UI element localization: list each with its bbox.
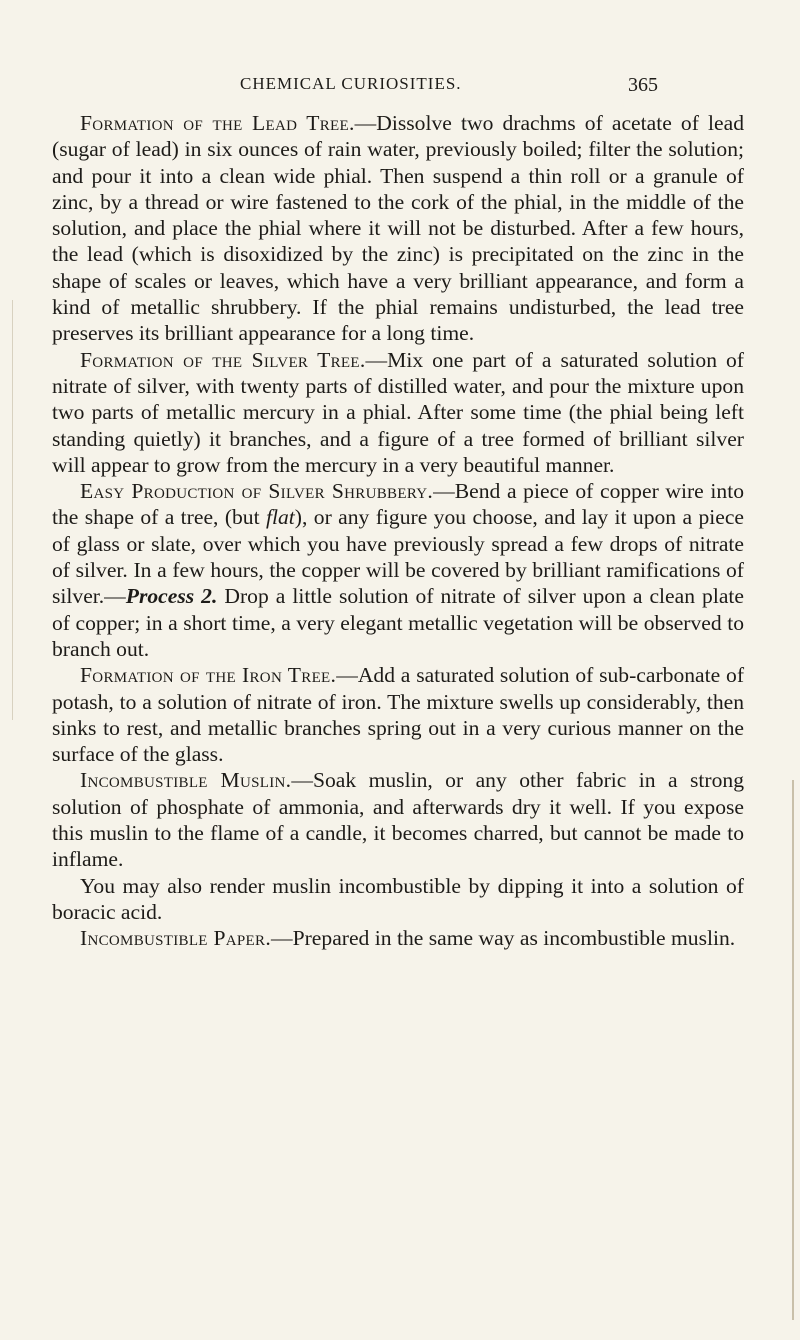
paragraph-lead-tree <box>52 110 744 347</box>
page-edge-shadow <box>12 300 13 720</box>
paragraph-boracic-acid <box>52 873 744 926</box>
paragraph-text: You may also render muslin incombustible by dipping it into a solution of boracic acid. <box>52 873 744 924</box>
section-heading: Easy Production of Silver Shrubbery. <box>80 479 434 504</box>
paragraph-text: ), or any figure you choose, and lay it upon a piece of glass or slate, over which you have previously spread a few drops of nitrate of silver. In a few hours, the copper will be covered by brilliant ramifications of silver.— <box>52 505 745 609</box>
paragraph-text: —Mix one part of a saturated solution of nitrate of silver, with twenty parts of distilled water, and pour the mixture upon two parts of metallic mercury in a phial. After some time (the phial being left standing quietly) it branches, and a figure of a tree formed of brilliant silver will appear to grow from the mercury in a very beautiful manner. <box>52 347 745 477</box>
process-label: Process 2. <box>125 584 218 609</box>
paragraph-text: —Add a saturated solution of sub-carbonate of potash, to a solution of nitrate of iron. The mixture swells up considerably, then sinks to rest, and metallic branches spring out in a very curious manner on the surface of the glass. <box>52 663 745 767</box>
paragraph-text: —Prepared in the same way as incombustible muslin. <box>271 926 736 951</box>
page-number: 365 <box>628 74 658 96</box>
paragraph-incombustible-muslin <box>52 767 744 872</box>
paragraph-iron-tree <box>52 662 744 767</box>
section-heading: Formation of the Silver Tree. <box>80 347 366 372</box>
section-heading: Formation of the Iron Tree. <box>80 663 337 688</box>
paragraph-text: Drop a little solution of nitrate of silver upon a clean plate of copper; in a short time, a very elegant metallic vegetation will be observed to branch out. <box>52 584 744 661</box>
section-heading: Formation of the Lead Tree. <box>80 111 355 135</box>
paragraph-silver-shrubbery <box>52 478 744 662</box>
running-title: CHEMICAL CURIOSITIES. <box>240 74 462 93</box>
section-heading: Incombustible Muslin. <box>80 768 292 793</box>
paragraph-text: —Bend a piece of copper wire into the shape of a tree, (but <box>52 479 745 530</box>
page-body <box>52 110 744 952</box>
paragraph-incombustible-paper <box>52 925 744 951</box>
paragraph-text: —Soak muslin, or any other fabric in a strong solution of phosphate of ammonia, and afterwards dry it well. If you expose this muslin to the flame of a candle, it becomes charred, but cannot be made to inflame. <box>52 768 745 872</box>
page-edge-shadow-right <box>792 780 794 1320</box>
section-heading: Incombustible Paper. <box>80 926 272 951</box>
paragraph-text: —Dissolve two drachms of acetate of lead (sugar of lead) in six ounces of rain water, previously boiled; filter the solution; and pour it into a clean wide phial. Then suspend a thin roll or a granule of zinc, by a thread or wire fastened to the cork of the phial, in the middle of the solution, and place the phial where it will not be disturbed. After a few hours, the lead (which is disoxidized by the zinc) is precipitated on the zinc in the shape of scales or leaves, which have a very brilliant appearance, and form a kind of metallic shrubbery. If the phial remains undisturbed, the lead tree preserves its brilliant appearance for a long time. <box>52 111 745 346</box>
italic-word: flat <box>266 505 295 530</box>
paragraph-silver-tree <box>52 347 744 478</box>
